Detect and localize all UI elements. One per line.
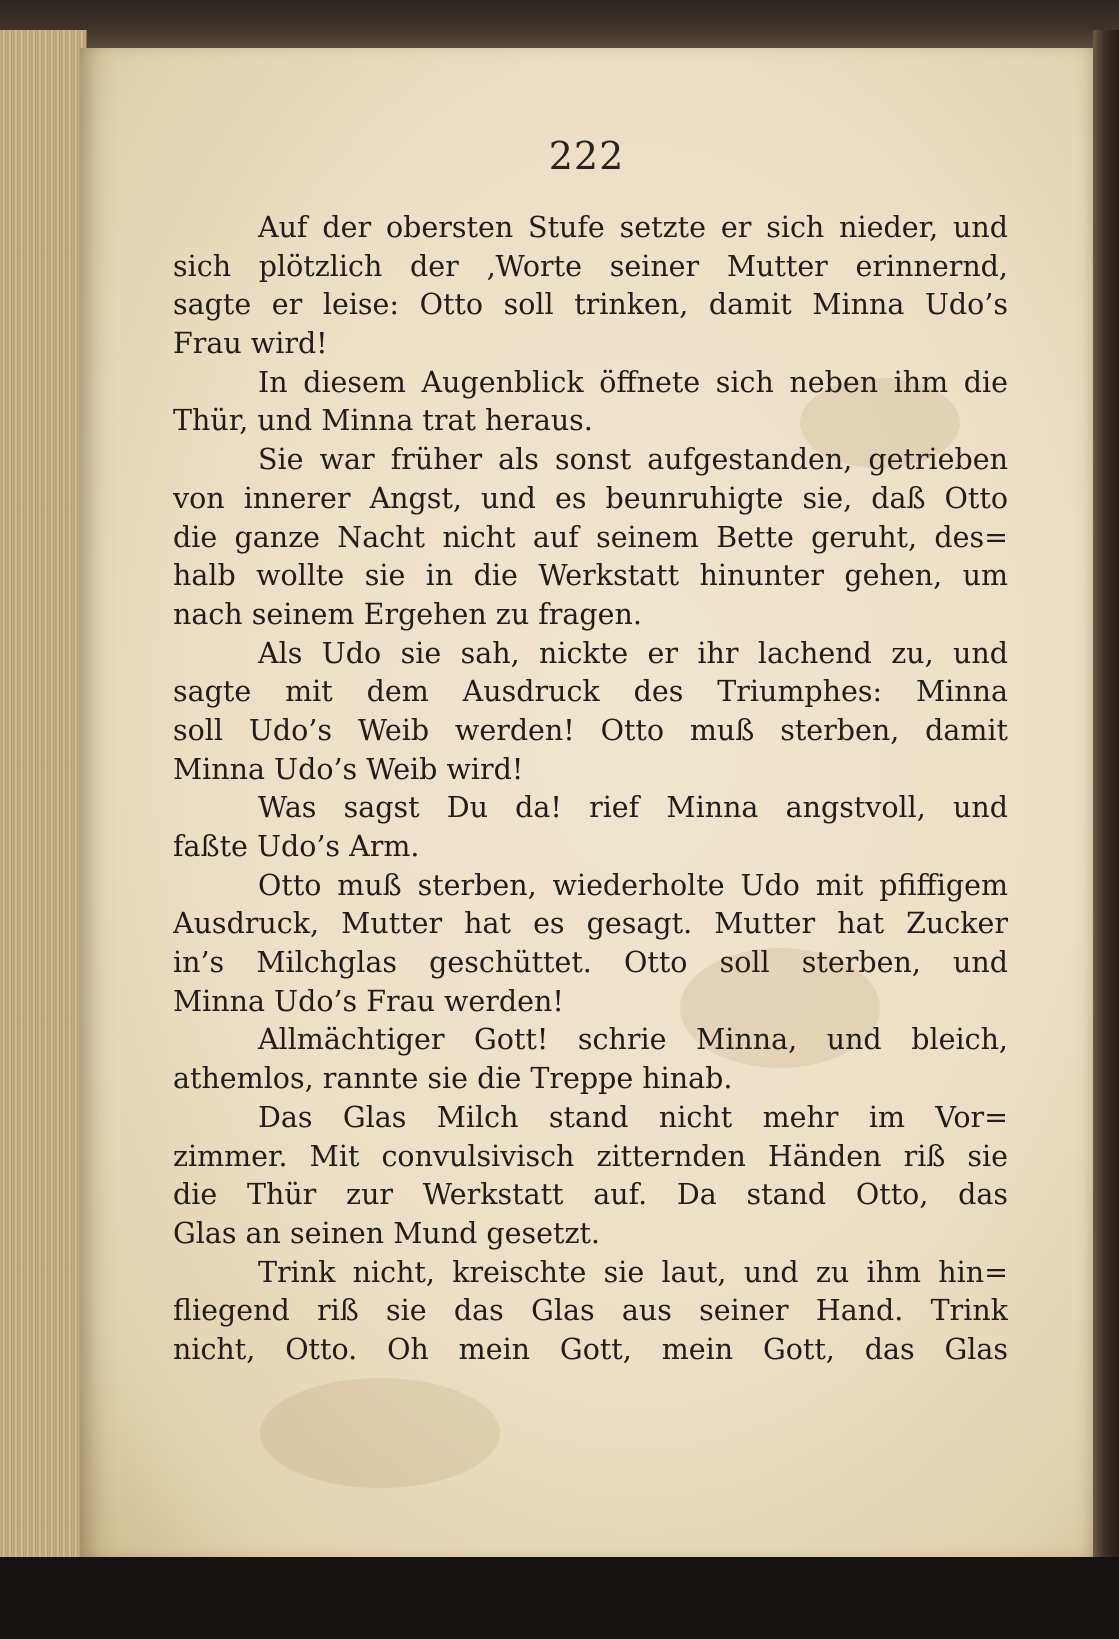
text-line: Als Udo sie sah, nickte er ihr lachend zu, und <box>258 636 1008 670</box>
text-line: Sie war früher als sonst aufgestanden, getrieben <box>258 443 1008 477</box>
text-line: Minna Udo’s Weib wird! <box>173 752 524 786</box>
paper-stain <box>260 1378 500 1488</box>
text-line: Trink nicht, kreischte sie laut, und zu ihm hin= <box>258 1255 1008 1289</box>
text-line: von innerer Angst, und es beunruhigte sie, daß Otto <box>173 481 1008 515</box>
text-line: Minna Udo’s Frau werden! <box>173 984 564 1018</box>
text-line: Was sagst Du da! rief Minna angstvoll, und <box>258 791 1008 825</box>
text-line: Thür, und Minna trat heraus. <box>173 404 593 438</box>
book-cover-right <box>1093 30 1119 1560</box>
text-line: sich plötzlich der ‚Worte seiner Mutter erinnernd, <box>173 249 1008 283</box>
scan-background-bottom <box>0 1557 1119 1639</box>
text-line: Auf der obersten Stufe setzte er sich nieder, und <box>258 211 1008 244</box>
text-line: Otto muß sterben, wiederholte Udo mit pfiffigem <box>258 868 1008 902</box>
text-line: fliegend riß sie das Glas aus seiner Hand. Trink <box>173 1294 1008 1328</box>
book-page <box>80 48 1093 1558</box>
text-line: Allmächtiger Gott! schrie Minna, und bleich, <box>258 1023 1008 1057</box>
text-line: soll Udo’s Weib werden! Otto muß sterben, damit <box>173 713 1008 747</box>
text-line: sagte er leise: Otto soll trinken, damit Minna Udo’s <box>173 288 1008 322</box>
text-line: die Thür zur Werkstatt auf. Da stand Otto, das <box>173 1178 1008 1212</box>
text-line: sagte mit dem Ausdruck des Triumphes: Minna <box>173 675 1008 709</box>
text-line: athemlos, rannte sie die Treppe hinab. <box>173 1062 733 1096</box>
body-text <box>173 209 1008 1370</box>
text-line: Das Glas Milch stand nicht mehr im Vor= <box>258 1100 1008 1134</box>
text-line: nach seinem Ergehen zu fragen. <box>173 597 642 631</box>
text-line: faßte Udo’s Arm. <box>173 830 420 863</box>
text-line: in’s Milchglas geschüttet. Otto soll sterben, und <box>173 946 1008 980</box>
text-line: zimmer. Mit convulsivisch zitternden Händen riß sie <box>173 1139 1008 1173</box>
page-edges <box>0 30 87 1565</box>
page-number: 222 <box>548 134 625 178</box>
text-line: halb wollte sie in die Werkstatt hinunter gehen, um <box>173 559 1008 593</box>
text-line: die ganze Nacht nicht auf seinem Bette geruht, des= <box>173 520 1008 554</box>
text-line: Glas an seinen Mund gesetzt. <box>173 1216 600 1250</box>
book-cover-top <box>0 0 1119 48</box>
text-line: nicht, Otto. Oh mein Gott, mein Gott, das Glas <box>173 1332 1008 1366</box>
text-line: Frau wird! <box>173 327 328 361</box>
text-line: Ausdruck, Mutter hat es gesagt. Mutter hat Zucker <box>173 907 1008 941</box>
text-line: In diesem Augenblick öffnete sich neben ihm die <box>258 365 1008 399</box>
